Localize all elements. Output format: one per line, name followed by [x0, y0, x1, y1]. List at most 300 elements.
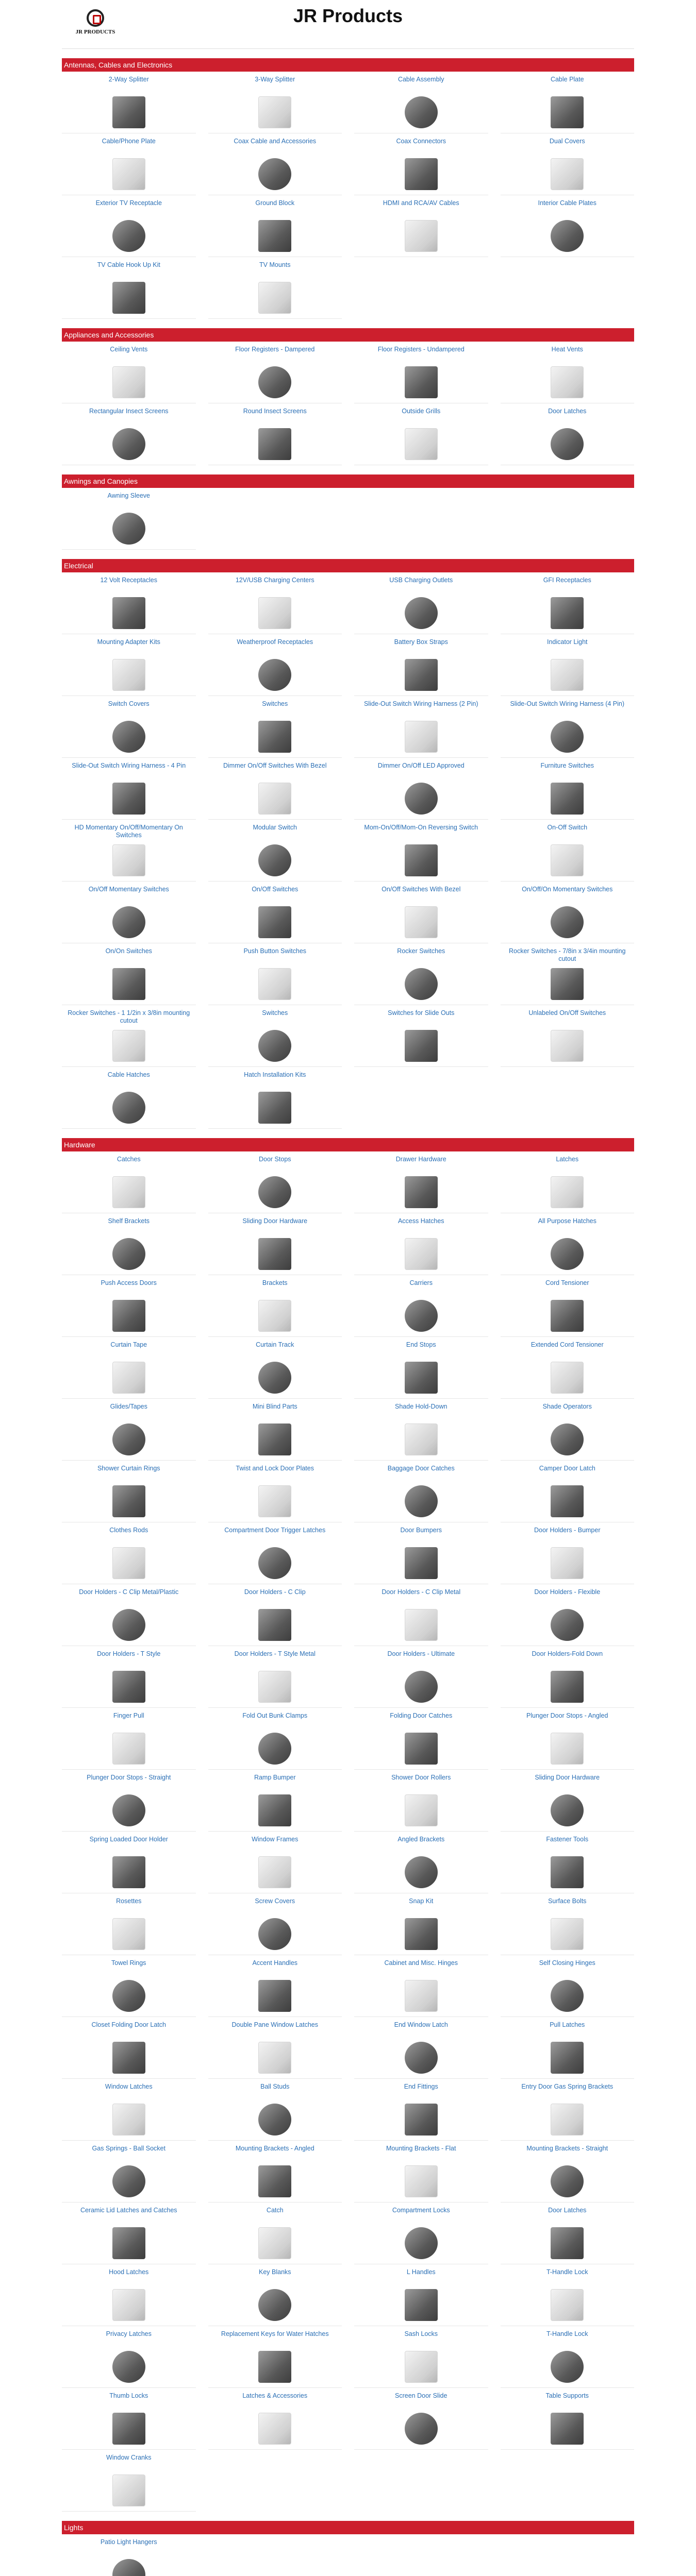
product-tile[interactable] [208, 2388, 342, 2450]
product-link[interactable]: Window Latches [105, 2083, 153, 2090]
product-link[interactable]: 12 Volt Receptacles [100, 577, 157, 584]
product-image[interactable] [258, 1423, 291, 1455]
product-tile[interactable] [354, 1770, 488, 1832]
product-tile[interactable] [62, 1399, 196, 1461]
product-tile[interactable] [208, 2202, 342, 2264]
product-tile[interactable] [501, 2202, 635, 2264]
product-link[interactable]: Catch [266, 2207, 284, 2214]
product-tile[interactable] [62, 1067, 196, 1129]
product-link[interactable]: Camper Door Latch [539, 1465, 595, 1472]
product-image[interactable] [258, 2413, 291, 2445]
product-link[interactable]: L Handles [406, 2268, 436, 2276]
product-tile[interactable] [62, 403, 196, 465]
product-tile[interactable] [501, 195, 635, 257]
product-tile[interactable] [208, 820, 342, 882]
product-tile[interactable] [208, 1955, 342, 2017]
product-image[interactable] [405, 1671, 438, 1703]
product-tile[interactable] [354, 1646, 488, 1708]
product-tile[interactable] [62, 2079, 196, 2141]
product-link[interactable]: Shelf Brackets [108, 1217, 150, 1225]
product-link[interactable]: Accent Handles [252, 1959, 298, 1967]
product-image[interactable] [258, 158, 291, 190]
product-link[interactable]: Cabinet and Misc. Hinges [384, 1959, 458, 1967]
product-tile[interactable] [354, 1275, 488, 1337]
product-link[interactable]: Towel Rings [111, 1959, 146, 1967]
product-tile[interactable] [501, 1522, 635, 1584]
product-link[interactable]: USB Charging Outlets [389, 577, 453, 584]
product-tile[interactable] [354, 634, 488, 696]
product-link[interactable]: Ramp Bumper [254, 1774, 296, 1781]
product-tile[interactable] [208, 758, 342, 820]
product-image[interactable] [551, 1176, 584, 1208]
product-link[interactable]: Brackets [262, 1279, 288, 1286]
product-tile[interactable] [62, 2141, 196, 2202]
product-link[interactable]: Latches & Accessories [242, 2392, 308, 2399]
product-link[interactable]: Mom-On/Off/Mom-On Reversing Switch [364, 824, 478, 831]
product-image[interactable] [258, 1030, 291, 1062]
product-image[interactable] [112, 2413, 145, 2445]
product-image[interactable] [405, 1300, 438, 1332]
product-tile[interactable] [208, 634, 342, 696]
product-image[interactable] [405, 1856, 438, 1888]
product-image[interactable] [551, 1547, 584, 1579]
product-tile[interactable] [62, 1461, 196, 1522]
product-tile[interactable] [354, 2079, 488, 2141]
product-link[interactable]: Sash Locks [404, 2330, 438, 2337]
product-tile[interactable] [501, 1955, 635, 2017]
product-tile[interactable] [62, 2264, 196, 2326]
product-link[interactable]: Surface Bolts [548, 1897, 587, 1905]
product-image[interactable] [551, 428, 584, 460]
product-image[interactable] [551, 783, 584, 815]
product-tile[interactable] [208, 342, 342, 403]
product-image[interactable] [405, 597, 438, 629]
product-image[interactable] [112, 2104, 145, 2136]
product-tile[interactable] [62, 342, 196, 403]
product-image[interactable] [112, 2351, 145, 2383]
product-link[interactable]: Cable Hatches [107, 1071, 150, 1078]
product-link[interactable]: Self Closing Hinges [539, 1959, 595, 1967]
product-image[interactable] [112, 282, 145, 314]
product-link[interactable]: Push Button Switches [243, 947, 307, 955]
product-tile[interactable] [62, 1646, 196, 1708]
product-tile[interactable] [501, 1461, 635, 1522]
product-image[interactable] [405, 659, 438, 691]
product-image[interactable] [112, 1030, 145, 1062]
product-link[interactable]: Door Holders-Fold Down [532, 1650, 603, 1657]
product-image[interactable] [405, 2289, 438, 2321]
product-tile[interactable] [208, 882, 342, 943]
product-link[interactable]: Fastener Tools [546, 1836, 589, 1843]
product-image[interactable] [405, 220, 438, 252]
product-link[interactable]: Door Holders - Ultimate [387, 1650, 455, 1657]
product-link[interactable]: Carriers [409, 1279, 433, 1286]
product-image[interactable] [112, 366, 145, 398]
product-image[interactable] [112, 2227, 145, 2259]
product-link[interactable]: Door Holders - C Clip Metal [382, 1588, 461, 1596]
product-link[interactable]: T-Handle Lock [546, 2330, 588, 2337]
product-image[interactable] [258, 1092, 291, 1124]
product-image[interactable] [258, 2165, 291, 2197]
product-link[interactable]: Door Holders - T Style Metal [234, 1650, 316, 1657]
product-image[interactable] [405, 783, 438, 815]
product-link[interactable]: Baggage Door Catches [387, 1465, 455, 1472]
product-tile[interactable] [354, 1584, 488, 1646]
product-link[interactable]: Indicator Light [546, 638, 588, 646]
product-link[interactable]: On/Off Switches With Bezel [382, 886, 461, 893]
product-link[interactable]: Cable Assembly [397, 76, 444, 83]
product-link[interactable]: Mini Blind Parts [252, 1403, 297, 1410]
product-image[interactable] [405, 1423, 438, 1455]
product-image[interactable] [258, 1300, 291, 1332]
product-image[interactable] [551, 2042, 584, 2074]
product-tile[interactable] [62, 133, 196, 195]
product-image[interactable] [258, 282, 291, 314]
product-link[interactable]: Ground Block [255, 199, 295, 207]
product-image[interactable] [258, 2227, 291, 2259]
product-link[interactable]: End Fittings [404, 2083, 438, 2090]
product-tile[interactable] [208, 1708, 342, 1770]
product-link[interactable]: Privacy Latches [106, 2330, 152, 2337]
product-image[interactable] [112, 906, 145, 938]
product-tile[interactable] [501, 1337, 635, 1399]
product-tile[interactable] [354, 2017, 488, 2079]
product-link[interactable]: Hatch Installation Kits [244, 1071, 306, 1078]
product-tile[interactable] [62, 1005, 196, 1067]
product-tile[interactable] [208, 2017, 342, 2079]
product-image[interactable] [405, 2042, 438, 2074]
product-link[interactable]: On/On Switches [105, 947, 152, 955]
product-image[interactable] [405, 721, 438, 753]
product-tile[interactable] [208, 1770, 342, 1832]
product-image[interactable] [112, 220, 145, 252]
product-tile[interactable] [62, 195, 196, 257]
product-image[interactable] [551, 844, 584, 876]
product-image[interactable] [405, 2104, 438, 2136]
product-link[interactable]: 12V/USB Charging Centers [235, 577, 314, 584]
product-tile[interactable] [501, 1005, 635, 1067]
product-link[interactable]: Mounting Brackets - Straight [526, 2145, 608, 2152]
product-image[interactable] [258, 96, 291, 128]
product-link[interactable]: On/Off/On Momentary Switches [522, 886, 613, 893]
product-image[interactable] [405, 968, 438, 1000]
product-tile[interactable] [62, 1522, 196, 1584]
product-image[interactable] [405, 2227, 438, 2259]
product-tile[interactable] [354, 2388, 488, 2450]
product-image[interactable] [258, 659, 291, 691]
product-image[interactable] [405, 1547, 438, 1579]
product-link[interactable]: Door Latches [548, 408, 587, 415]
product-image[interactable] [112, 1092, 145, 1124]
product-image[interactable] [258, 1733, 291, 1765]
product-link[interactable]: Coax Connectors [396, 138, 446, 145]
product-link[interactable]: Cable/Phone Plate [102, 138, 156, 145]
product-link[interactable]: Cord Tensioner [545, 1279, 589, 1286]
product-link[interactable]: Door Holders - Flexible [534, 1588, 601, 1596]
product-link[interactable]: Dimmer On/Off LED Approved [377, 762, 465, 769]
product-image[interactable] [258, 906, 291, 938]
product-link[interactable]: Door Holders - C Clip [244, 1588, 306, 1596]
product-link[interactable]: HD Momentary On/Off/Momentary On Switches [74, 824, 183, 839]
product-image[interactable] [112, 1176, 145, 1208]
product-tile[interactable] [208, 943, 342, 1005]
product-tile[interactable] [62, 696, 196, 758]
product-tile[interactable] [62, 2450, 196, 2512]
product-link[interactable]: Heat Vents [551, 346, 583, 353]
product-link[interactable]: Coax Cable and Accessories [234, 138, 317, 145]
product-link[interactable]: Weatherproof Receptacles [237, 638, 313, 646]
product-tile[interactable] [62, 72, 196, 133]
product-tile[interactable] [501, 1832, 635, 1893]
product-image[interactable] [258, 783, 291, 815]
product-image[interactable] [405, 1030, 438, 1062]
product-tile[interactable] [354, 2264, 488, 2326]
product-image[interactable] [112, 597, 145, 629]
product-tile[interactable] [501, 133, 635, 195]
product-tile[interactable] [501, 1646, 635, 1708]
product-tile[interactable] [62, 820, 196, 882]
product-tile[interactable] [354, 1005, 488, 1067]
product-image[interactable] [112, 2042, 145, 2074]
product-link[interactable]: Window Frames [252, 1836, 299, 1843]
product-image[interactable] [112, 659, 145, 691]
product-image[interactable] [405, 1609, 438, 1641]
product-image[interactable] [551, 1671, 584, 1703]
product-link[interactable]: Replacement Keys for Water Hatches [221, 2330, 329, 2337]
product-image[interactable] [258, 1176, 291, 1208]
product-tile[interactable] [62, 1213, 196, 1275]
product-tile[interactable] [354, 1213, 488, 1275]
product-link[interactable]: Shade Hold-Down [395, 1403, 448, 1410]
product-link[interactable]: Cable Plate [550, 76, 584, 83]
product-image[interactable] [112, 1794, 145, 1826]
product-link[interactable]: Rocker Switches - 7/8in x 3/4in mounting cutout [509, 947, 626, 962]
product-link[interactable]: Screen Door Slide [395, 2392, 448, 2399]
product-image[interactable] [405, 1362, 438, 1394]
product-link[interactable]: Table Supports [545, 2392, 589, 2399]
product-tile[interactable] [62, 2326, 196, 2388]
product-image[interactable] [551, 2104, 584, 2136]
product-tile[interactable] [208, 1584, 342, 1646]
product-link[interactable]: Compartment Locks [392, 2207, 450, 2214]
product-link[interactable]: Access Hatches [397, 1217, 444, 1225]
product-image[interactable] [112, 1547, 145, 1579]
product-link[interactable]: Shower Curtain Rings [97, 1465, 160, 1472]
product-image[interactable] [551, 597, 584, 629]
product-link[interactable]: Ball Studs [260, 2083, 290, 2090]
product-tile[interactable] [501, 572, 635, 634]
product-image[interactable] [405, 2165, 438, 2197]
product-image[interactable] [258, 2104, 291, 2136]
product-image[interactable] [405, 96, 438, 128]
product-tile[interactable] [354, 2202, 488, 2264]
product-image[interactable] [551, 1362, 584, 1394]
product-tile[interactable] [501, 2141, 635, 2202]
product-image[interactable] [551, 1485, 584, 1517]
product-image[interactable] [258, 1485, 291, 1517]
product-tile[interactable] [354, 1955, 488, 2017]
product-image[interactable] [405, 1733, 438, 1765]
product-image[interactable] [112, 428, 145, 460]
product-tile[interactable] [208, 1832, 342, 1893]
product-tile[interactable] [208, 133, 342, 195]
product-image[interactable] [112, 1856, 145, 1888]
product-image[interactable] [551, 1609, 584, 1641]
product-image[interactable] [405, 1794, 438, 1826]
product-link[interactable]: Entry Door Gas Spring Brackets [521, 2083, 614, 2090]
product-link[interactable]: Slide-Out Switch Wiring Harness (2 Pin) [363, 700, 478, 707]
product-link[interactable]: Exterior TV Receptacle [95, 199, 162, 207]
product-image[interactable] [551, 1733, 584, 1765]
product-link[interactable]: Door Stops [258, 1156, 291, 1163]
product-link[interactable]: Patio Light Hangers [100, 2538, 157, 2546]
product-link[interactable]: Door Latches [548, 2207, 587, 2214]
product-image[interactable] [112, 1980, 145, 2012]
product-link[interactable]: Door Holders - C Clip Metal/Plastic [79, 1588, 179, 1596]
product-tile[interactable] [208, 403, 342, 465]
product-tile[interactable] [208, 72, 342, 133]
product-image[interactable] [112, 2475, 145, 2506]
product-link[interactable]: Ceiling Vents [110, 346, 148, 353]
product-tile[interactable] [354, 342, 488, 403]
product-image[interactable] [258, 597, 291, 629]
product-tile[interactable] [62, 1770, 196, 1832]
product-tile[interactable] [501, 1213, 635, 1275]
product-link[interactable]: Mounting Brackets - Angled [235, 2145, 314, 2152]
product-link[interactable]: Shower Door Rollers [391, 1774, 451, 1781]
product-image[interactable] [551, 1300, 584, 1332]
product-tile[interactable] [501, 72, 635, 133]
product-tile[interactable] [208, 1213, 342, 1275]
product-image[interactable] [112, 968, 145, 1000]
product-image[interactable] [405, 906, 438, 938]
product-tile[interactable] [501, 1893, 635, 1955]
product-image[interactable] [258, 1794, 291, 1826]
product-link[interactable]: Glides/Tapes [110, 1403, 147, 1410]
product-tile[interactable] [354, 1151, 488, 1213]
product-link[interactable]: Gas Springs - Ball Socket [92, 2145, 165, 2152]
product-image[interactable] [258, 721, 291, 753]
product-image[interactable] [551, 2165, 584, 2197]
product-tile[interactable] [501, 403, 635, 465]
product-image[interactable] [551, 2351, 584, 2383]
product-image[interactable] [112, 1485, 145, 1517]
product-tile[interactable] [501, 820, 635, 882]
product-tile[interactable] [354, 572, 488, 634]
product-tile[interactable] [501, 943, 635, 1005]
product-link[interactable]: Thumb Locks [109, 2392, 148, 2399]
product-tile[interactable] [354, 1399, 488, 1461]
product-link[interactable]: On/Off Switches [252, 886, 299, 893]
product-image[interactable] [112, 96, 145, 128]
product-link[interactable]: Fold Out Bunk Clamps [242, 1712, 308, 1719]
product-image[interactable] [112, 513, 145, 545]
product-image[interactable] [258, 1918, 291, 1950]
product-link[interactable]: TV Mounts [259, 261, 291, 268]
product-tile[interactable] [208, 1522, 342, 1584]
product-link[interactable]: Rocker Switches [397, 947, 445, 955]
product-link[interactable]: Spring Loaded Door Holder [89, 1836, 168, 1843]
product-image[interactable] [258, 968, 291, 1000]
product-tile[interactable] [208, 1337, 342, 1399]
product-link[interactable]: Shade Operators [542, 1403, 592, 1410]
product-tile[interactable] [501, 882, 635, 943]
product-image[interactable] [112, 2289, 145, 2321]
product-tile[interactable] [354, 696, 488, 758]
product-tile[interactable] [501, 342, 635, 403]
product-link[interactable]: Switches [262, 1009, 288, 1016]
product-image[interactable] [551, 968, 584, 1000]
product-image[interactable] [112, 783, 145, 815]
product-link[interactable]: Key Blanks [258, 2268, 291, 2276]
product-tile[interactable] [354, 1893, 488, 1955]
product-image[interactable] [405, 158, 438, 190]
product-link[interactable]: Unlabeled On/Off Switches [528, 1009, 606, 1016]
product-tile[interactable] [501, 1275, 635, 1337]
product-image[interactable] [112, 844, 145, 876]
product-link[interactable]: End Window Latch [394, 2021, 448, 2028]
product-tile[interactable] [62, 1832, 196, 1893]
product-link[interactable]: Door Holders - T Style [97, 1650, 161, 1657]
product-link[interactable]: Battery Box Straps [394, 638, 448, 646]
product-link[interactable]: 3-Way Splitter [255, 76, 295, 83]
product-tile[interactable] [354, 758, 488, 820]
product-link[interactable]: Compartment Door Trigger Latches [224, 1527, 326, 1534]
product-image[interactable] [405, 366, 438, 398]
product-image[interactable] [258, 1609, 291, 1641]
product-tile[interactable] [501, 634, 635, 696]
product-tile[interactable] [62, 572, 196, 634]
product-image[interactable] [112, 1423, 145, 1455]
product-link[interactable]: Snap Kit [409, 1897, 434, 1905]
product-link[interactable]: Extended Cord Tensioner [531, 1341, 604, 1348]
product-tile[interactable] [354, 882, 488, 943]
product-link[interactable]: Twist and Lock Door Plates [236, 1465, 314, 1472]
product-tile[interactable] [208, 2141, 342, 2202]
product-tile[interactable] [62, 634, 196, 696]
product-link[interactable]: Angled Brackets [397, 1836, 445, 1843]
product-image[interactable] [112, 721, 145, 753]
product-link[interactable]: Switches [262, 700, 288, 707]
product-tile[interactable] [501, 1708, 635, 1770]
product-image[interactable] [258, 1547, 291, 1579]
product-tile[interactable] [501, 2079, 635, 2141]
product-image[interactable] [258, 428, 291, 460]
product-tile[interactable] [62, 1708, 196, 1770]
product-link[interactable]: Latches [556, 1156, 579, 1163]
product-link[interactable]: Finger Pull [113, 1712, 144, 1719]
product-tile[interactable] [208, 1151, 342, 1213]
product-image[interactable] [551, 1238, 584, 1270]
product-link[interactable]: End Stops [406, 1341, 436, 1348]
product-link[interactable]: Modular Switch [253, 824, 297, 831]
product-image[interactable] [551, 1856, 584, 1888]
product-tile[interactable] [208, 2079, 342, 2141]
product-tile[interactable] [354, 1522, 488, 1584]
product-link[interactable]: Window Cranks [106, 2454, 152, 2461]
product-image[interactable] [551, 1030, 584, 1062]
product-link[interactable]: Switches for Slide Outs [388, 1009, 455, 1016]
product-link[interactable]: TV Cable Hook Up Kit [97, 261, 160, 268]
site-logo[interactable] [67, 9, 124, 41]
product-tile[interactable] [208, 1646, 342, 1708]
product-image[interactable] [551, 158, 584, 190]
product-image[interactable] [405, 1485, 438, 1517]
product-image[interactable] [405, 2351, 438, 2383]
product-image[interactable] [258, 220, 291, 252]
product-link[interactable]: Floor Registers - Undampered [377, 346, 465, 353]
product-tile[interactable] [501, 1770, 635, 1832]
